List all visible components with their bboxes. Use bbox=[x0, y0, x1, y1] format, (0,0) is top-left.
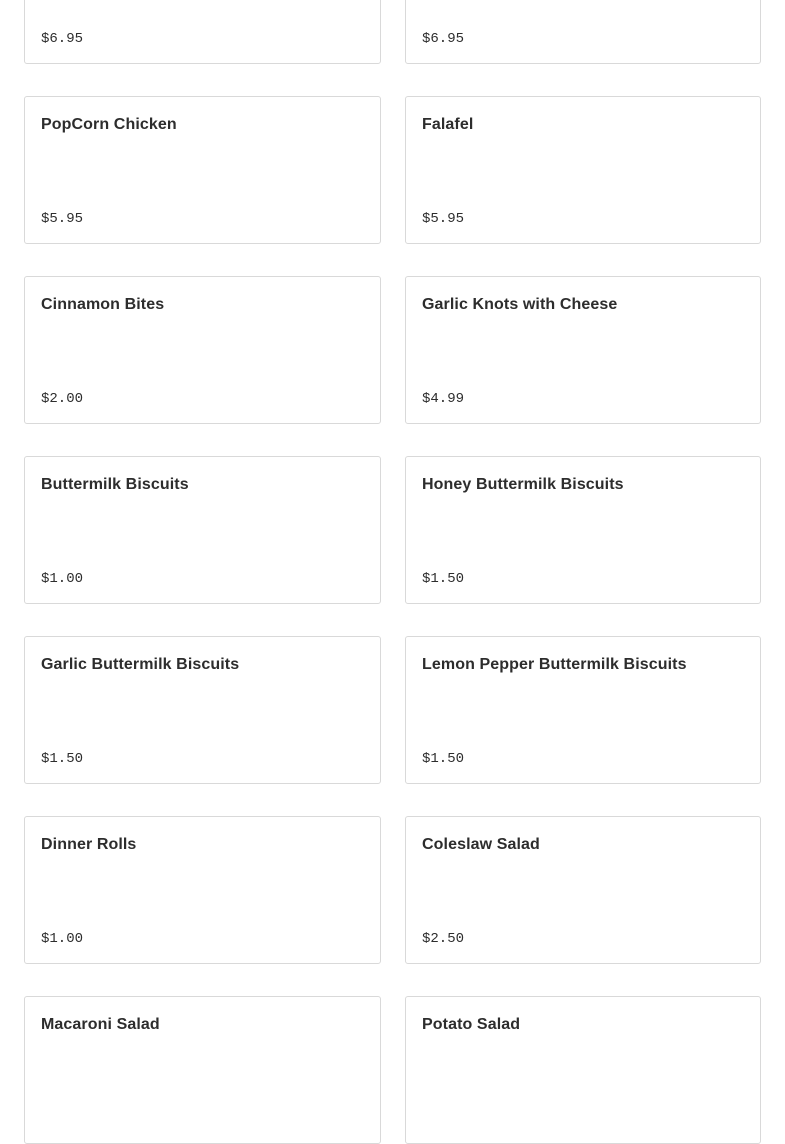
menu-item-name: Honey Buttermilk Biscuits bbox=[422, 476, 624, 493]
menu-item-name: Cinnamon Bites bbox=[41, 296, 165, 313]
menu-item-card[interactable] bbox=[405, 276, 761, 424]
menu-item-price: $1.00 bbox=[41, 931, 84, 947]
menu-item-name: Potato Salad bbox=[422, 1016, 521, 1033]
menu-item-card[interactable] bbox=[405, 636, 761, 784]
menu-item-price: $4.99 bbox=[422, 391, 465, 407]
menu-item-card[interactable] bbox=[24, 96, 381, 244]
menu-item-card[interactable] bbox=[24, 276, 381, 424]
menu-item-card[interactable] bbox=[405, 816, 761, 964]
menu-item-price: $5.95 bbox=[41, 211, 84, 227]
menu-item-name: Lemon Pepper Buttermilk Biscuits bbox=[422, 656, 687, 673]
menu-item-grid bbox=[24, 0, 761, 1144]
menu-item-price: $2.00 bbox=[41, 391, 84, 407]
menu-item-card[interactable] bbox=[405, 996, 761, 1144]
menu-item-name: Buttermilk Biscuits bbox=[41, 476, 189, 493]
menu-item-price: $1.50 bbox=[422, 571, 465, 587]
menu-item-name: Coleslaw Salad bbox=[422, 836, 540, 853]
menu-item-price: $2.50 bbox=[422, 931, 465, 947]
menu-item-name: Dinner Rolls bbox=[41, 836, 137, 853]
menu-item-card[interactable] bbox=[405, 96, 761, 244]
menu-item-price: $1.00 bbox=[41, 571, 84, 587]
menu-item-price: $6.95 bbox=[41, 31, 84, 47]
menu-item-price: $1.50 bbox=[41, 751, 84, 767]
menu-item-card[interactable] bbox=[405, 456, 761, 604]
menu-item-name: Falafel bbox=[422, 116, 474, 133]
menu-item-card[interactable] bbox=[24, 456, 381, 604]
menu-item-card[interactable] bbox=[24, 816, 381, 964]
menu-item-card[interactable] bbox=[24, 996, 381, 1144]
menu-item-name: Macaroni Salad bbox=[41, 1016, 160, 1033]
menu-item-name: Garlic Knots with Cheese bbox=[422, 296, 618, 313]
menu-item-card[interactable] bbox=[24, 636, 381, 784]
menu-item-price: $6.95 bbox=[422, 31, 465, 47]
menu-item-name: PopCorn Chicken bbox=[41, 116, 177, 133]
menu-item-card[interactable] bbox=[405, 0, 761, 64]
menu-item-price: $5.95 bbox=[422, 211, 465, 227]
menu-item-price: $1.50 bbox=[422, 751, 465, 767]
menu-item-card[interactable] bbox=[24, 0, 381, 64]
menu-item-name: Garlic Buttermilk Biscuits bbox=[41, 656, 240, 673]
